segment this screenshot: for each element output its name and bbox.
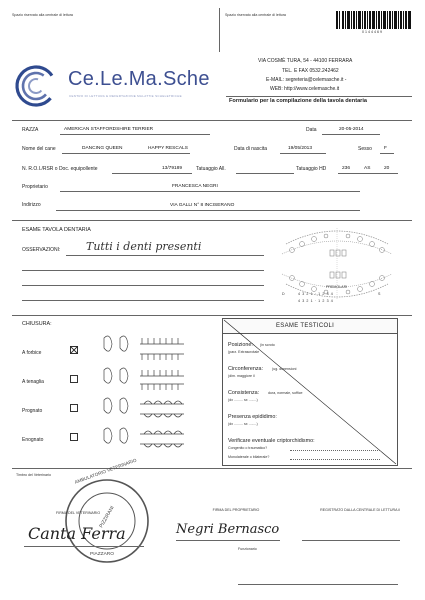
indirizzo-label: Indirizzo: [22, 202, 41, 208]
vet-signature: Canta Ferra: [28, 524, 126, 543]
posizione-opts: (in scroto: [260, 343, 275, 347]
nascita-label: Data di nascita: [234, 146, 268, 152]
cripto-q2: Monolaterale o bilaterale?: [228, 455, 270, 459]
section-rule-footer: [12, 468, 412, 469]
consistenza-opts-2: (dx ......... sx ........): [228, 398, 258, 402]
registrato-line: [302, 540, 400, 541]
cripto-label: Verificare eventuale criptorchidismo:: [228, 438, 315, 444]
proprietario-label: Proprietario: [22, 184, 48, 190]
cripto-q1-line: [290, 450, 380, 451]
epididimo-opts: (dx ......... sx ........): [228, 422, 258, 426]
tatuaggio-all-line: [236, 173, 294, 174]
proprietario-value: FRANCESCA NEGRI: [172, 184, 218, 189]
consistenza-label: Consistenza:: [228, 390, 260, 396]
cane-value-2: HAPPY RESCALS: [148, 146, 188, 151]
owner-signature: Negri Bernasco: [176, 522, 280, 537]
testicoli-title: ESAME TESTICOLI: [276, 323, 335, 329]
reserved-left-label: Spazio riservato alla centrale di lettura: [12, 13, 73, 17]
dental-dx-label: D: [282, 292, 285, 296]
logo-wordmark: Ce.Le.Ma.Sche: [68, 68, 210, 90]
timbro-label: Timbro del Veterinario: [16, 473, 52, 477]
cane-line: [62, 153, 190, 154]
org-address: VIA COSMÈ TURA, 54 - 44100 FERRARA: [258, 58, 353, 64]
hd-value-3: 20: [384, 166, 390, 171]
section-rule-dental: [12, 220, 412, 221]
hd-value-1: 236: [342, 166, 351, 171]
org-tel: TEL. E FAX 0532.242462: [282, 68, 339, 74]
sesso-label: Sesso: [358, 146, 372, 152]
hd-value-2: AS: [364, 166, 371, 171]
dental-title: ESAME TAVOLA DENTARIA: [22, 227, 91, 233]
data-label: Data: [306, 127, 317, 133]
tenaglia-checkbox[interactable]: [70, 375, 78, 383]
enognato-checkbox[interactable]: [70, 433, 78, 441]
stamp-bottom: PIAZZARO: [90, 552, 114, 557]
oss-line-3: [22, 285, 264, 286]
data-value: 20-05-2014: [339, 127, 364, 132]
cane-label: Nome del cane: [22, 146, 56, 152]
consistenza-opts: dura, normale, soffice: [268, 391, 303, 395]
title-rule: [226, 96, 412, 97]
upper-numbers: 4 3 2 1 · 1 2 3 4: [298, 292, 334, 296]
data-line: [322, 134, 380, 135]
proprietario-line: [60, 191, 360, 192]
tatuaggio-all-label: Tatuaggio All.: [196, 166, 226, 172]
oss-line-1: [66, 255, 264, 256]
org-web: WEB: http://www.celemasche.it: [270, 86, 340, 92]
lower-numbers: 4 3 2 1 · 1 2 3 4: [298, 299, 334, 303]
reserved-right-label: Spazio riservato alla centrale di lettura: [225, 13, 286, 17]
osservazioni-value: Tutti i denti presenti: [86, 240, 202, 253]
hd-line: [338, 173, 398, 174]
chiusura-option-prognato: Prognato: [22, 408, 43, 414]
stamp-text: AMBULATORIO VETERINARIO: [74, 457, 138, 485]
org-email: E-MAIL: segreteria@celemasche.it -: [266, 77, 347, 83]
cripto-q1: Congenito o traumatico?: [228, 446, 268, 450]
posizione-opts-2: (parz. Extrascrotale: [228, 350, 260, 354]
roi-label: N. R.O.I./RSR o Doc. equipollente: [22, 166, 98, 172]
funzionario-line: [238, 584, 398, 585]
nascita-value: 19/05/2013: [288, 146, 313, 151]
premolari-label: PREMOLARI: [326, 285, 348, 289]
razza-line: [60, 134, 210, 135]
chiusura-option-forbice: A forbice: [22, 350, 42, 356]
firma-vet-line: [24, 546, 144, 547]
chiusura-option-enognato: Enognato: [22, 437, 44, 443]
firma-prop-label: FIRMA DEL PROPRIETARIO: [212, 508, 260, 512]
dental-sx-label: S: [378, 292, 381, 296]
circonferenza-label: Circonferenza:: [228, 366, 264, 372]
osservazioni-label: OSSERVAZIONI:: [22, 247, 61, 253]
checkmark-icon: [70, 346, 78, 354]
roi-line: [112, 173, 192, 174]
indirizzo-line: [56, 210, 360, 211]
firma-vet-label: FIRMA DEL VETERINARIO: [56, 511, 101, 515]
indirizzo-value: VIA GALLI N° 8 INCISERANO: [170, 203, 235, 208]
tatuaggio-hd-label: Tatuaggio HD: [296, 166, 327, 172]
bite-diagrams-icon: [100, 330, 210, 454]
prognato-checkbox[interactable]: [70, 404, 78, 412]
section-rule-chiusura: [12, 315, 412, 316]
epididimo-label: Presenza epididimo:: [228, 414, 277, 420]
oss-line-2: [22, 270, 264, 271]
circonferenza-opts-2: (dim. maggiore il: [228, 374, 255, 378]
cripto-q2-line: [290, 459, 380, 460]
razza-label: RAZZA: [22, 127, 39, 133]
chiusura-title: CHIUSURA:: [22, 321, 52, 327]
cane-value-1: DANCING QUEEN: [82, 146, 123, 151]
funzionario-label: Funzionario: [238, 547, 257, 551]
sesso-value: F: [384, 146, 387, 151]
dental-chart-icon: [272, 224, 402, 312]
sesso-line: [380, 153, 394, 154]
logo-tagline: CENTRO DI LETTURA E REFERTAZIONE MALATTIE SCHELETRICHE: [69, 94, 182, 98]
logo-icon: [14, 64, 58, 108]
oss-line-4: [22, 300, 264, 301]
registrato-label: REGISTRATO DALLA CENTRALE DI LETTURA il: [320, 508, 400, 512]
section-rule-top: [12, 120, 412, 121]
barcode-number: 0144469: [362, 30, 383, 34]
header-divider: [219, 8, 220, 52]
firma-prop-line: [176, 540, 280, 541]
form-title: Formulario per la compilazione della tavola dentaria: [229, 98, 368, 104]
chiusura-option-tenaglia: A tenaglia: [22, 379, 44, 385]
posizione-label: Posizione:: [228, 342, 253, 348]
circonferenza-opts: (ug. dimensioni: [272, 367, 297, 371]
razza-value: AMERICAN STAFFORDSHIRE TERRIER: [64, 127, 154, 132]
roi-value: 13/79189: [162, 166, 183, 171]
nascita-line: [280, 153, 326, 154]
stamp-inner: PIZZIRANI: [98, 505, 116, 529]
